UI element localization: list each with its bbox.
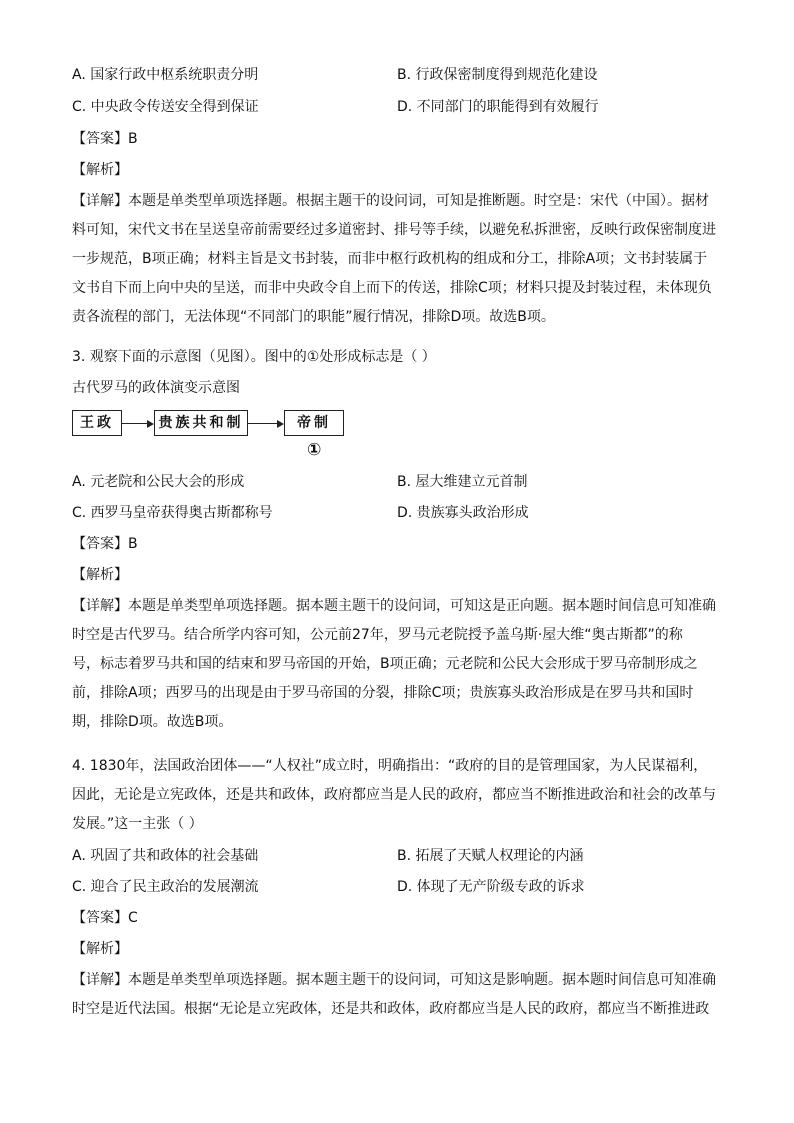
q4-option-b: B. 拓展了天赋人权理论的内涵 bbox=[397, 848, 584, 864]
q2-option-d: D. 不同部门的职能得到有效履行 bbox=[397, 99, 599, 115]
q3-option-d: D. 贵族寡头政治形成 bbox=[397, 505, 529, 521]
q3-analysis-heading: 【解析】 bbox=[72, 567, 128, 583]
diagram-box-republic: 贵族共和制 bbox=[154, 410, 248, 436]
q2-detail-line: 【详解】本题是单类型单项选择题。根据主题干的设问词，可知是推断题。时空是：宋代（中国）。据材 bbox=[72, 193, 709, 209]
q3-answer: 【答案】B bbox=[72, 536, 138, 552]
q2-detail-line: 料可知，宋代文书在呈送皇帝前需要经过多道密封、排号等手续，以避免私拆泄密，反映行政保密制度进 bbox=[72, 222, 716, 238]
q2-options-row-1 bbox=[72, 64, 732, 86]
rome-government-diagram bbox=[72, 410, 362, 462]
q3-stem: 3. 观察下面的示意图（见图）。图中的①处形成标志是（ ） bbox=[72, 349, 436, 365]
q4-detail bbox=[72, 966, 722, 1024]
q3-option-a: A. 元老院和公民大会的形成 bbox=[72, 474, 245, 490]
q3-detail bbox=[72, 592, 722, 737]
diagram-box-empire: 帝制 bbox=[284, 410, 344, 436]
diagram-box-monarchy: 王政 bbox=[72, 410, 122, 436]
q4-stem-line: 发展。”这一主张（ ） bbox=[72, 816, 203, 832]
q2-analysis-heading: 【解析】 bbox=[72, 162, 128, 178]
q4-option-d: D. 体现了无产阶级专政的诉求 bbox=[397, 879, 585, 895]
q2-option-a: A. 国家行政中枢系统职责分明 bbox=[72, 67, 259, 83]
arrow-right-icon bbox=[122, 423, 152, 424]
q3-detail-line: 【详解】本题是单类型单项选择题。据本题主题干的设问词，可知这是正向题。据本题时间信息可知准确 bbox=[72, 598, 716, 614]
q4-answer: 【答案】C bbox=[72, 910, 138, 926]
q3-option-c: C. 西罗马皇帝获得奥古斯都称号 bbox=[72, 505, 273, 521]
q2-answer: 【答案】B bbox=[72, 131, 138, 147]
q2-option-c: C. 中央政令传送安全得到保证 bbox=[72, 99, 259, 115]
q3-options-row-1 bbox=[72, 471, 732, 493]
q2-options-row-2 bbox=[72, 96, 732, 118]
q3-detail-line: 时空是古代罗马。结合所学内容可知，公元前27年，罗马元老院授予盖乌斯·屋大维“奥古斯都”的称 bbox=[72, 627, 683, 643]
q4-option-c: C. 迎合了民主政治的发展潮流 bbox=[72, 879, 259, 895]
q4-analysis-heading: 【解析】 bbox=[72, 941, 128, 957]
q4-detail-line: 时空是近代法国。根据“无论是立宪政体，还是共和政体，政府都应当是人民的政府，都应当不断推进政 bbox=[72, 1001, 710, 1017]
q2-detail bbox=[72, 187, 722, 332]
arrow-right-icon bbox=[248, 423, 282, 424]
q4-stem-line: 因此，无论是立宪政体，还是共和政体，政府都应当是人民的政府，都应当不断推进政治和社会的改革与 bbox=[72, 787, 716, 803]
q3-option-b: B. 屋大维建立元首制 bbox=[397, 474, 528, 490]
circled-one-marker: ① bbox=[307, 440, 322, 460]
q2-detail-line: 文书自下而上向中央的呈送，而非中央政令自上而下的传送，排除C项；材料只提及封装过程，未体现负 bbox=[72, 280, 712, 296]
q4-options-row-1 bbox=[72, 845, 732, 867]
q4-stem bbox=[72, 752, 722, 839]
q3-detail-line: 前，排除A项；西罗马的出现是由于罗马帝国的分裂，排除C项；贵族寡头政治形成是在罗马共和国时 bbox=[72, 685, 694, 701]
q4-detail-line: 【详解】本题是单类型单项选择题。据本题主题干的设问词，可知这是影响题。据本题时间信息可知准确 bbox=[72, 972, 716, 988]
q2-option-b: B. 行政保密制度得到规范化建设 bbox=[397, 67, 598, 83]
q3-detail-line: 号，标志着罗马共和国的结束和罗马帝国的开始，B项正确；元老院和公民大会形成于罗马帝制形成之 bbox=[72, 656, 698, 672]
q2-detail-line: 责各流程的部门，无法体现“不同部门的职能”履行情况，排除D项。故选B项。 bbox=[72, 309, 555, 325]
q4-stem-line: 4. 1830年，法国政治团体——“人权社”成立时，明确指出：“政府的目的是管理国家，为人民谋福利， bbox=[72, 758, 708, 774]
q3-figure-title: 古代罗马的政体演变示意图 bbox=[72, 380, 240, 396]
q4-options-row-2 bbox=[72, 876, 732, 898]
q2-detail-line: 一步规范，B项正确；材料主旨是文书封装，而非中枢行政机构的组成和分工，排除A项；文书封装属于 bbox=[72, 251, 708, 267]
q4-option-a: A. 巩固了共和政体的社会基础 bbox=[72, 848, 259, 864]
q3-detail-line: 期，排除D项。故选B项。 bbox=[72, 714, 233, 730]
q3-options-row-2 bbox=[72, 502, 732, 524]
